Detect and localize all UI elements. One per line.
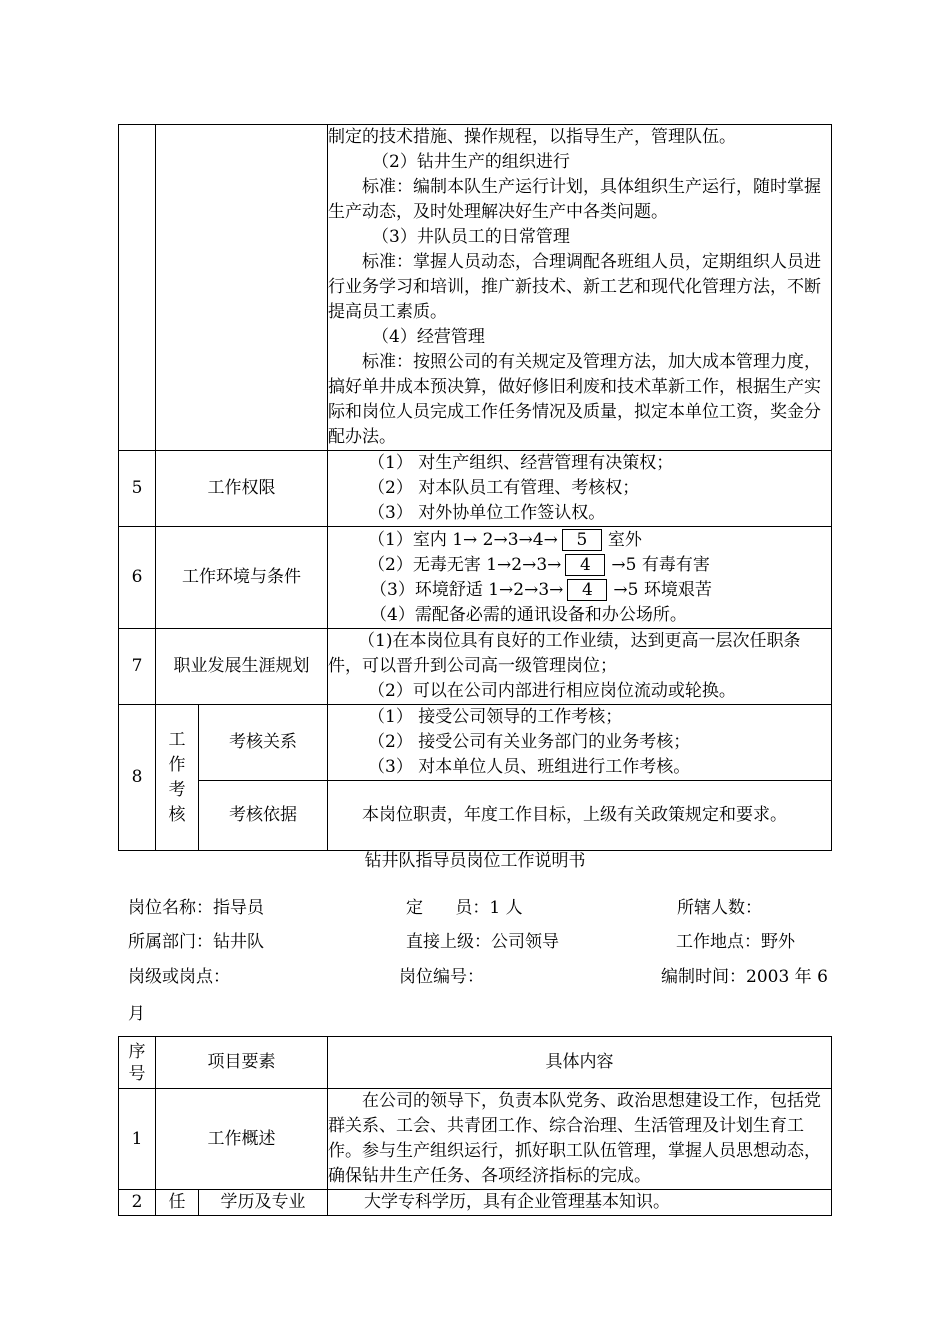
content-line: 标准：编制本队生产运行计划，具体组织生产运行，随时掌握生产动态，及时处理解决好生产中各类问题。 xyxy=(328,177,821,222)
content-line: （2） 对本队员工有管理、考核权； xyxy=(368,478,640,498)
content-line: （1） 接受公司领导的工作考核； xyxy=(368,707,623,727)
table-row xyxy=(119,1190,832,1216)
content-cell xyxy=(328,1089,832,1190)
content-line: （4）需配备必需的通讯设备和办公场所。 xyxy=(370,604,687,625)
content-cell xyxy=(328,705,832,781)
document-title: 钻井队指导员岗位工作说明书 xyxy=(364,851,586,871)
subordinates: 所辖人数： xyxy=(677,898,762,918)
scale-text: （3）环境舒适 1→2→3→ xyxy=(370,579,564,600)
work-location: 工作地点：野外 xyxy=(676,932,795,952)
job-table-instructor xyxy=(118,1036,832,1216)
job-table-continued xyxy=(118,124,832,851)
content-cell xyxy=(328,629,832,705)
table-row xyxy=(119,781,832,851)
content-cell xyxy=(328,1190,832,1216)
content-cell xyxy=(328,451,832,527)
content-line: 标准：掌握人员动态，合理调配各班组人员，定期组织人员进行业务学习和培训，推广新技术、新工艺和现代化管理方法，不断提高员工素质。 xyxy=(328,252,821,322)
content-line: （3） 对本单位人员、班组进行工作考核。 xyxy=(368,757,691,777)
sub-item-label: 考核关系 xyxy=(199,705,328,781)
content-line: （4）经营管理 xyxy=(372,327,485,347)
content-cell xyxy=(328,781,832,851)
quota: 定 员：1 人 xyxy=(406,898,523,918)
num-cell xyxy=(119,125,156,451)
group-label-vertical: 工 作 考 核 xyxy=(156,705,199,851)
item-label: 工作权限 xyxy=(156,451,328,527)
sub-item-label: 学历及专业 xyxy=(199,1190,328,1216)
content-line: 制定的技术措施、操作规程，以指导生产，管理队伍。 xyxy=(328,127,736,147)
table-row xyxy=(119,527,832,629)
content-line: （1） 对生产组织、经营管理有决策权； xyxy=(368,453,674,473)
scale-text: （1）室内 1→ 2→3→4→ xyxy=(368,529,558,550)
content-line: 标准：按照公司的有关规定及管理方法，加大成本管理力度，搞好单井成本预决算，做好修旧利废和技术革新工作，根据生产实际和岗位人员完成工作任务情况及质量，拟定本单位工资，奖金分配办法。 xyxy=(328,352,821,447)
item-label: 职业发展生涯规划 xyxy=(156,629,328,705)
content-line xyxy=(328,528,831,553)
compile-time-cont: 月 xyxy=(128,1004,145,1024)
header-num: 序 号 xyxy=(119,1037,156,1089)
scale-text: →5 环境艰苦 xyxy=(613,579,712,600)
department: 所属部门：钻井队 xyxy=(128,932,264,952)
content-line: （2）钻井生产的组织进行 xyxy=(372,152,570,172)
content-line: （3） 对外协单位工作签认权。 xyxy=(368,503,606,523)
row-number: 2 xyxy=(119,1190,156,1216)
group-label: 任 xyxy=(156,1190,199,1216)
compile-time: 编制时间：2003 年 6 xyxy=(661,967,828,987)
scale-text: →5 有毒有害 xyxy=(611,554,710,575)
content-line: （1)在本岗位具有良好的工作业绩，达到更高一层次任职条件，可以晋升到公司高一级管理岗位； xyxy=(328,631,801,676)
content-line: （2）可以在公司内部进行相应岗位流动或轮换。 xyxy=(368,681,736,701)
table-row xyxy=(119,629,832,705)
table-row xyxy=(119,125,832,451)
superior: 直接上级：公司领导 xyxy=(406,932,559,952)
table-row xyxy=(119,451,832,527)
item-label: 工作环境与条件 xyxy=(156,527,328,629)
header-content: 具体内容 xyxy=(328,1037,832,1089)
grade: 岗级或岗点： xyxy=(128,967,230,987)
post-name: 岗位名称：指导员 xyxy=(128,898,264,918)
scale-box: 4 xyxy=(565,554,605,576)
content-line xyxy=(328,553,831,578)
content-cell xyxy=(328,527,832,629)
item-cell xyxy=(156,125,328,451)
content-line: 大学专科学历，具有企业管理基本知识。 xyxy=(364,1192,670,1212)
scale-box: 5 xyxy=(562,529,602,551)
content-line: （3）井队员工的日常管理 xyxy=(372,227,570,247)
sub-item-label: 考核依据 xyxy=(199,781,328,851)
content-line: 本岗位职责，年度工作目标，上级有关政策规定和要求。 xyxy=(362,805,787,825)
content-line xyxy=(328,578,831,603)
item-label: 工作概述 xyxy=(156,1089,328,1190)
row-number: 1 xyxy=(119,1089,156,1190)
table-row xyxy=(119,705,832,781)
scale-text: 室外 xyxy=(607,529,642,550)
table-row xyxy=(119,1089,832,1190)
scale-box: 4 xyxy=(567,579,607,601)
table-header-row xyxy=(119,1037,832,1089)
row-number: 8 xyxy=(119,705,156,851)
content-line: 在公司的领导下，负责本队党务、政治思想建设工作，包括党群关系、工会、共青团工作、综合治理、生活管理及计划生育工作。参与生产组织运行，抓好职工队伍管理，掌握人员思想动态，确保钻井生产任务、各项经济指标的完成。 xyxy=(328,1091,821,1186)
row-number: 7 xyxy=(119,629,156,705)
post-code: 岗位编号： xyxy=(399,967,484,987)
scale-text: （2）无毒无害 1→2→3→ xyxy=(368,554,562,575)
row-number: 6 xyxy=(119,527,156,629)
content-line: （2） 接受公司有关业务部门的业务考核； xyxy=(368,732,691,752)
content-cell xyxy=(328,125,832,451)
header-item: 项目要素 xyxy=(156,1037,328,1089)
row-number: 5 xyxy=(119,451,156,527)
